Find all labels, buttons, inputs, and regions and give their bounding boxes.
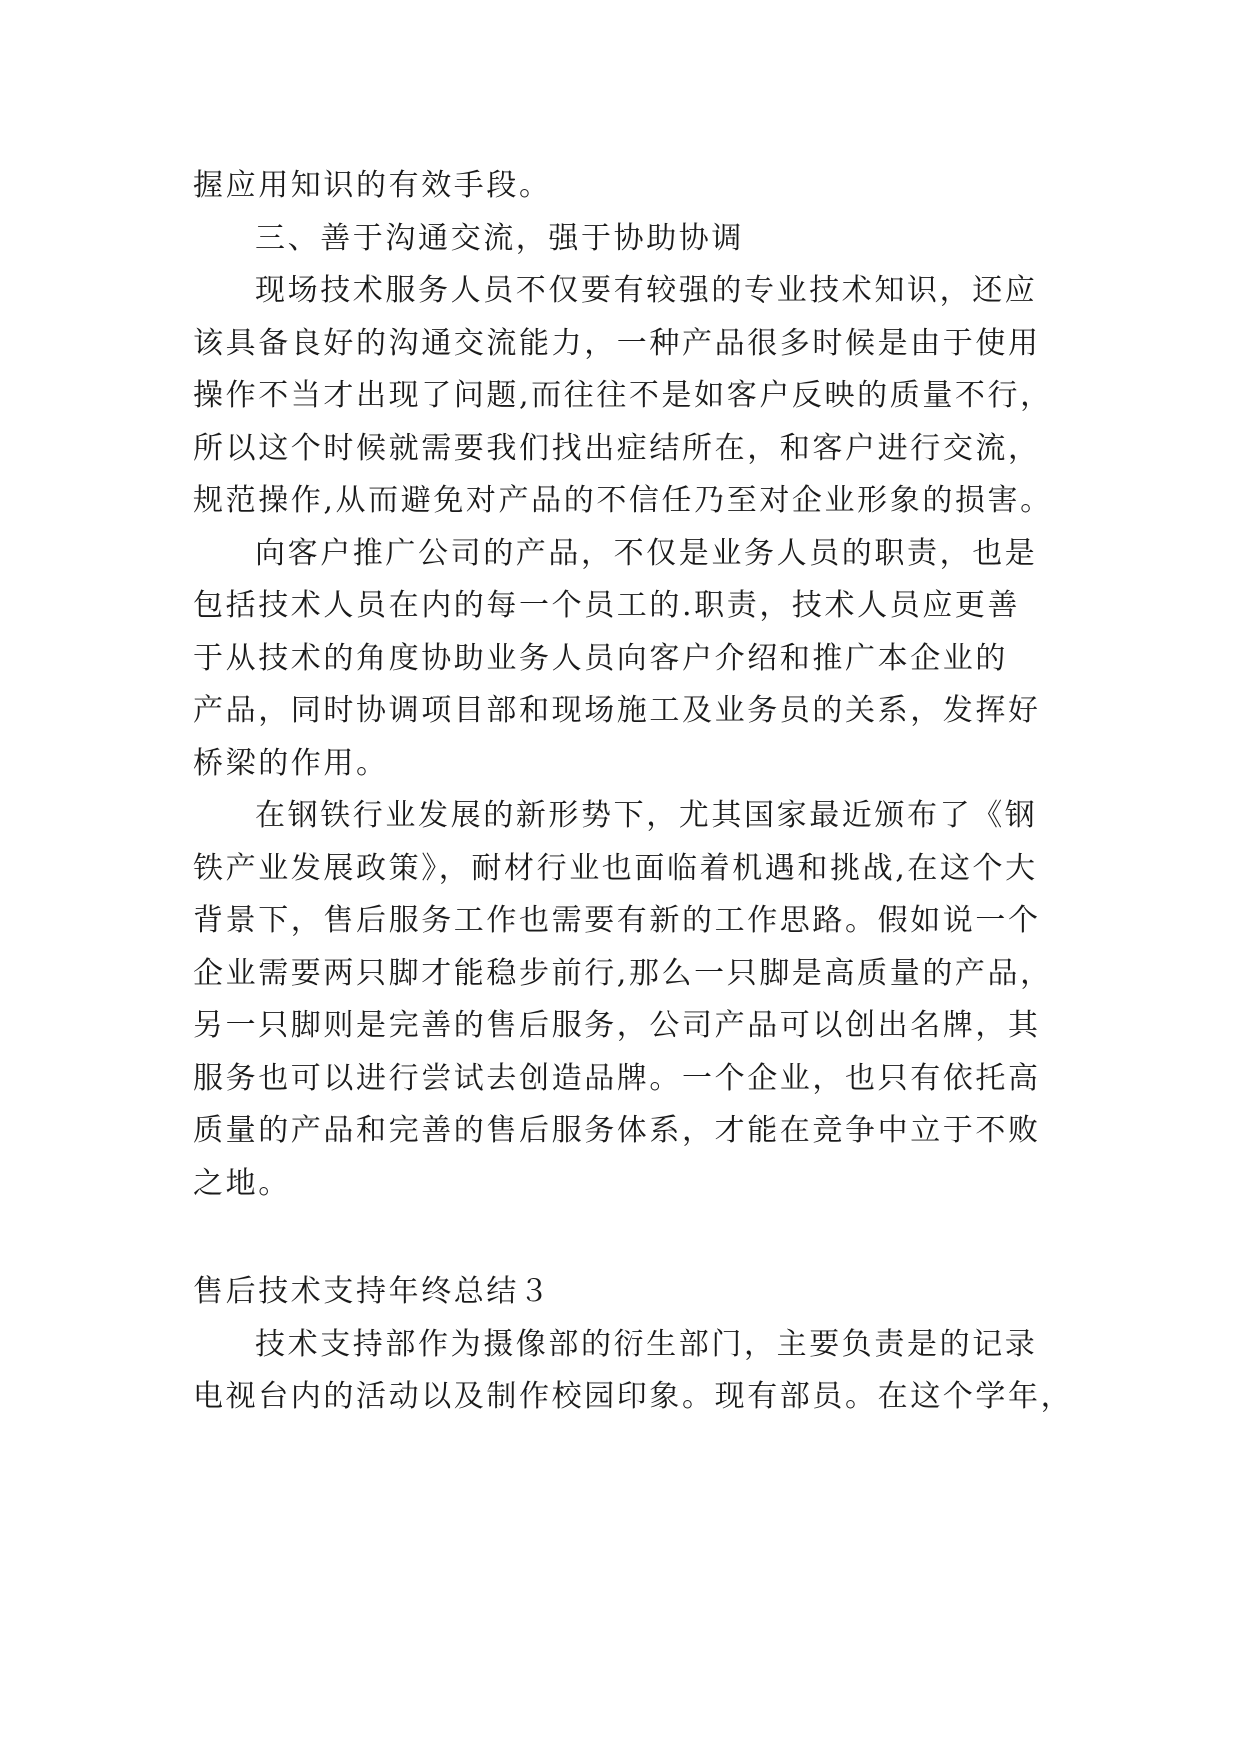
paragraph-line: 铁产业发展政策》，耐材行业也面临着机遇和挑战,在这个大 [193,850,1038,886]
paragraph-line: 包括技术人员在内的每一个员工的.职责，技术人员应更善 [193,588,1021,623]
paragraph-line: 之地。 [193,1165,291,1201]
document-body [193,160,1074,1424]
paragraph-line: 规范操作,从而避免对产品的不信任乃至对企业形象的损害。 [193,483,1053,518]
paragraph-line: 在钢铁行业发展的新形势下，尤其国家最近颁布了《钢 [255,798,1038,833]
paragraph-line: 握应用知识的有效手段。 [193,168,552,203]
paragraph-line: 桥梁的作用。 [193,745,389,781]
paragraph-line: 电视台内的活动以及制作校园印象。现有部员。在这个学年， [193,1379,1074,1414]
paragraph-line: 服务也可以进行尝试去创造品牌。一个企业，也只有依托高 [193,1060,1041,1096]
paragraph-line: 技术支持部作为摄像部的衍生部门，主要负责是的记录 [255,1326,1038,1362]
paragraph-line: 所以这个时候就需要我们找出症结所在，和客户进行交流， [193,430,1041,466]
paragraph-line: 企业需要两只脚才能稳步前行,那么一只脚是高质量的产品， [193,955,1053,991]
paragraph-line: 于从技术的角度协助业务人员向客户介绍和推广本企业的 [193,640,1008,676]
paragraph-line: 背景下，售后服务工作也需要有新的工作思路。假如说一个 [193,903,1041,938]
section-heading: 三、善于沟通交流，强于协助协调 [255,220,744,256]
paragraph-line: 产品，同时协调项目部和现场施工及业务员的关系，发挥好 [193,693,1041,728]
paragraph-line: 操作不当才出现了问题,而往往不是如客户反映的质量不行， [193,378,1053,413]
paragraph-line: 向客户推广公司的产品，不仅是业务人员的职责，也是 [255,535,1038,571]
paragraph-line: 该具备良好的沟通交流能力，一种产品很多时候是由于使用 [193,325,1041,361]
paragraph-line: 质量的产品和完善的售后服务体系，才能在竞争中立于不败 [193,1113,1041,1148]
section-title: 售后技术支持年终总结３ [193,1274,552,1309]
paragraph-line: 现场技术服务人员不仅要有较强的专业技术知识，还应 [255,273,1038,308]
paragraph-line: 另一只脚则是完善的售后服务，公司产品可以创出名牌，其 [193,1008,1041,1043]
